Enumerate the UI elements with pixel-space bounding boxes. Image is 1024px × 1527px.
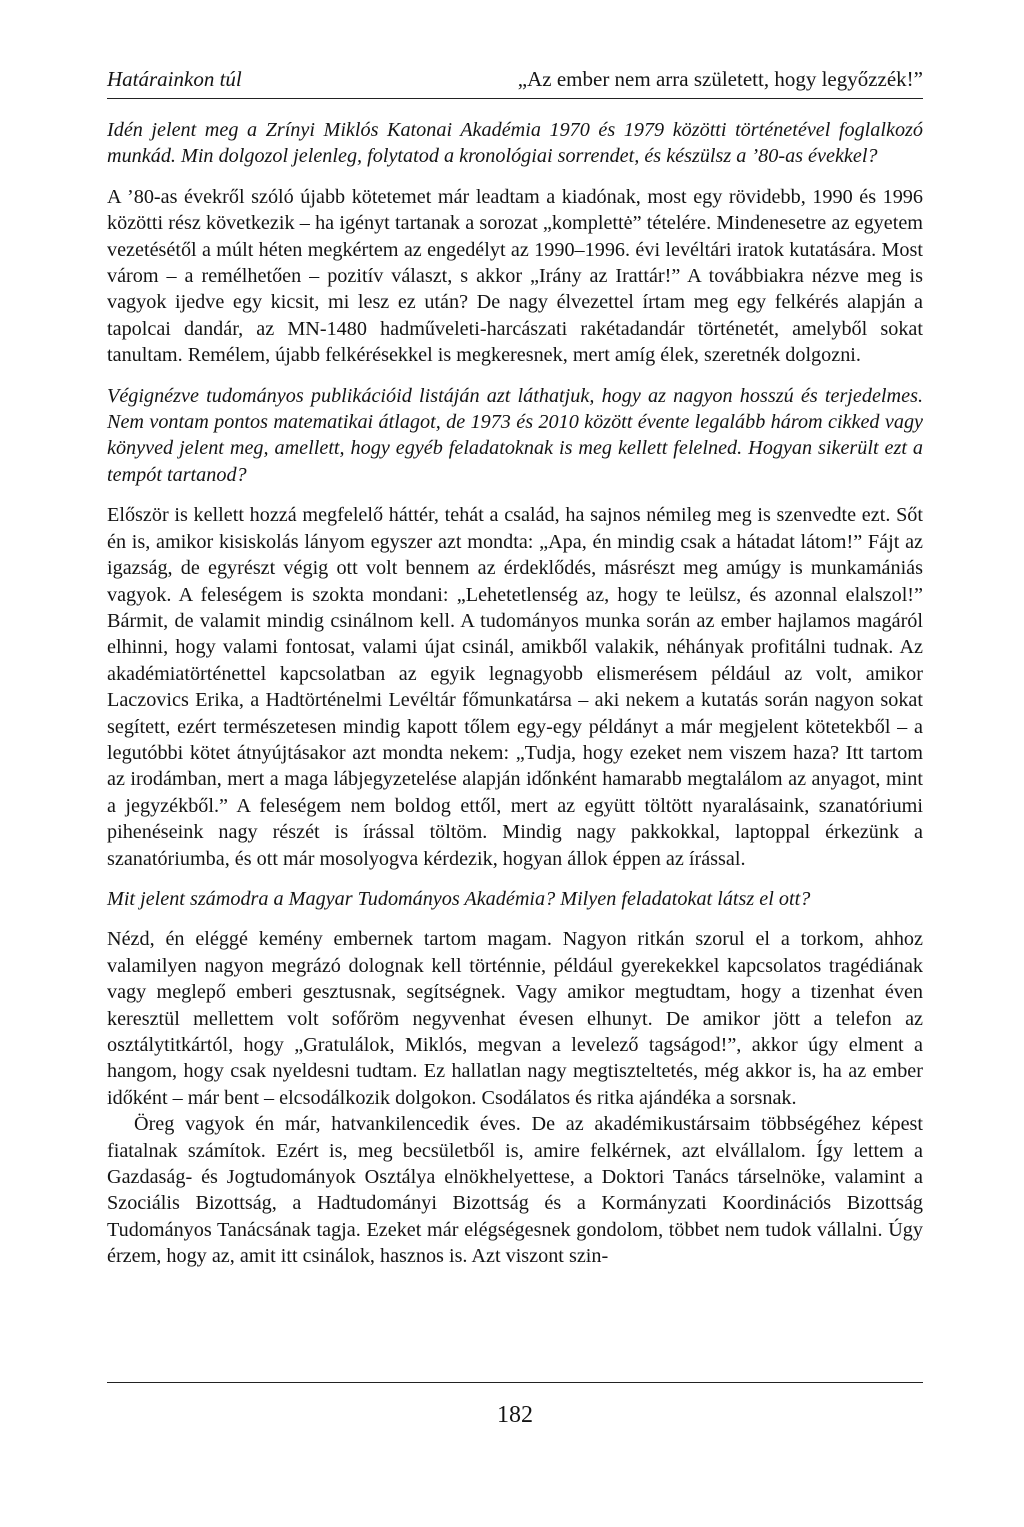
book-page (107, 66, 923, 1496)
chapter-title: „Az ember nem arra született, hogy legyőzzék!” (517, 67, 923, 91)
interview-answer: Nézd, én eléggé kemény embernek tartom magam. Nagyon ritkán szorul el a torkom, ahhoz valamilyen nagyon megrázó dolognak kell történnie, például gyerekekkel kapcsolatos tragédiának vagy meglepő emberi gesztusnak, segítségnek. Vagy amikor megtudtam, hogy a tizenhat éven keresztül mellettem volt sofőröm negyvenhat évesen elhunyt. De amikor jött a telefon az osztálytitkártól, hogy „Gratulálok, Miklós, megvan a levelező tagságod!”, akkor úgy elment a hangom, hogy csak nyeldesni tudtam. Ez hallatlan nagy megtiszteltetés, még akkor is, ha az ember időként – már bent – elcsodálkozik dolgokon. Csodálatos és ritka ajándéka a sorsnak. (107, 928, 923, 1109)
section-title: Határainkon túl (107, 67, 242, 91)
running-header (107, 66, 923, 99)
footer-rule (107, 1382, 923, 1383)
interview-answer-continued: Öreg vagyok én már, hatvankilencedik éves. De az akadémikustársaim többségéhez képest fiatalnak számítok. Ezért is, meg becsületből is, amire felkérnek, azt elvállalom. Így lettem a Gazdaság- és Jogtudományok Osztálya elnökhelyettese, a Doktori Tanács társelnöke, valamint a Szociális Bizottság, a Hadtudományi Bizottság és a Kormányzati Koordinációs Bizottság Tudományos Tanácsának tagja. Ezeket már elégségesnek gondolom, többet nem tudok vállalni. Úgy érzem, hogy az, amit itt csinálok, hasznos is. Azt viszont szin- (107, 1113, 923, 1268)
interview-question: Végignézve tudományos publikációid listáján azt láthatjuk, hogy az nagyon hosszú és terjedelmes. Nem vontam pontos matematikai átlagot, de 1973 és 2010 között évente legalább három cikked vagy könyved jelent meg, amellett, hogy egyéb feladatoknak is meg kellett felelned. Hogyan sikerült ezt a tempót tartanod? (107, 384, 923, 486)
interview-question: Idén jelent meg a Zrínyi Miklós Katonai Akadémia 1970 és 1979 közötti történetével foglalkozó munkád. Min dolgozol jelenleg, folytatod a kronológiai sorrendet, és készülsz a ’80-as évekkel? (107, 119, 923, 168)
interview-answer: Először is kellett hozzá megfelelő háttér, tehát a család, ha sajnos némileg meg is szenvedte ezt. Sőt én is, amikor kisiskolás lányom egyszer azt mondta: „Apa, én mindig csak a hátadat látom!” Fájt az igazság, de egyrészt végig ott volt bennem az érdeklődés, másrészt meg amúgy is munkamániás vagyok. A feleségem is szokta mondani: „Lehetetlenség az, hogy te leülsz, és azonnal elalszol!” Bármit, de valamit mindig csinálnom kell. A tudományos munka során az ember hajlamos magáról elhinni, hogy valami fontosat, valami újat csinál, amikből valakik, néhányak profitálni tudnak. Az akadémiatörténettel kapcsolatban az egyik legnagyobb elismerésem például az volt, amikor Laczovics Erika, a Hadtörténelmi Levéltár főmunkatársa – aki nekem a kutatás során nagyon sokat segített, ezért természetesen mindig kapott tőlem egy-egy példányt a már megjelent kötetekből – a legutóbbi kötet átnyújtásakor azt mondta nekem: „Tudja, hogy ezeket nem viszem haza? Itt tartom az irodámban, mert a maga lábjegyzetelése alapján időnként hamarabb megtalálom az anyagot, mint a jegyzékből.” A feleségem nem boldog ettől, mert az együtt töltött nyaralásaink, szanatóriumi pihenéseink nagy részét is írással töltöm. Mindig nagy pakkokkal, laptoppal érkezünk a szanatóriumba, és ott már mosolyogva kérdezik, hogyan állok éppen az írással. (107, 504, 923, 870)
interview-answer: A ’80-as évekről szóló újabb kötetemet már leadtam a kiadónak, most egy rövidebb, 1990 és 1996 közötti rész következik – ha igényt tartanak a sorozat „komplettė” tételére. Mindenesetre az egyetem vezetésétől a múlt héten megkértem az engedélyt az 1990–1996. évi levéltári iratok kutatására. Most várom – a remélhetően – pozitív választ, s akkor „Irány az Irattár!” A továbbiakra nézve meg is vagyok ijedve egy kicsit, mi lesz ez után? De nagy élvezettel írtam meg egy felkérés alapján a tapolcai dandár, az MN-1480 hadműveleti-harcászati rakétadandár történetét, amelyből sokat tanultam. Remélem, újabb felkérésekkel is megkeresnek, mert amíg élek, szeretnék dolgozni. (107, 185, 923, 367)
article-body (107, 117, 923, 1270)
interview-question: Mit jelent számodra a Magyar Tudományos Akadémia? Milyen feladatokat látsz el ott? (107, 887, 811, 910)
page-number: 182 (497, 1402, 533, 1428)
